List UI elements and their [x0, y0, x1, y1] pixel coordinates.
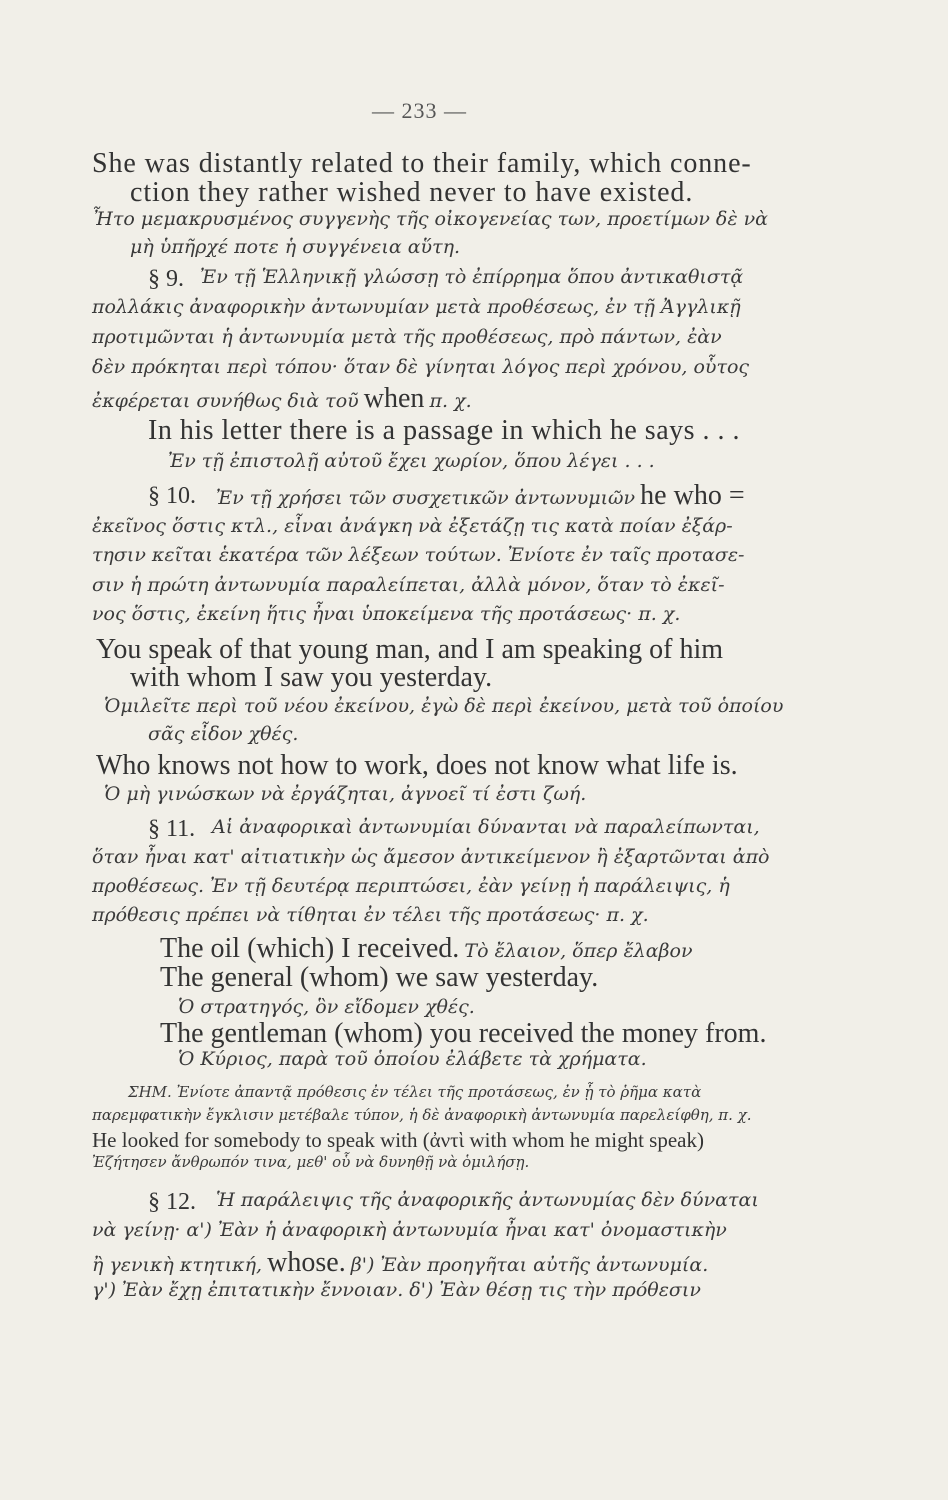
english-text-line: Who knows not how to work, does not know what life is.: [96, 750, 738, 781]
greek-text-line: Ἐζήτησεν ἄνθρωπόν τινα, μεθ' οὗ νὰ δυνηθῇ νὰ ὁμιλήσῃ.: [92, 1153, 530, 1171]
english-word: whose.: [267, 1247, 346, 1278]
greek-fragment: ἐκφέρεται συνήθως διὰ τοῦ: [92, 390, 359, 412]
english-text-line: You speak of that young man, and I am speaking of him: [96, 634, 724, 665]
english-word: when: [363, 383, 425, 414]
greek-text-line: μὴ ὑπῆρχέ ποτε ἡ συγγένεια αὕτη.: [130, 236, 461, 258]
english-text-line: The general (whom) we saw yesterday.: [160, 962, 599, 993]
english-text-line: The gentleman (whom) you received the money from.: [160, 1018, 767, 1049]
english-phrase: he who =: [640, 480, 745, 511]
greek-text-line: Ἦτο μεμακρυσμένος συγγενὴς τῆς οἰκογενείας των, προετίμων δὲ νὰ: [92, 208, 768, 230]
mixed-text-line: [160, 935, 693, 963]
section-number: § 12.: [148, 1189, 196, 1215]
greek-text-line: νὰ γείνῃ· α') Ἐὰν ἡ ἀναφορικὴ ἀντωνυμία ἦναι κατ' ὀνομαστικὴν: [92, 1219, 727, 1241]
english-text-line: ction they rather wished never to have existed.: [130, 177, 694, 208]
greek-text-line: νος ὅστις, ἐκείνη ἥτις ἦναι ὑποκείμενα τῆς προτάσεως· π. χ.: [92, 603, 681, 625]
english-text-line: In his letter there is a passage in which he says . . .: [148, 415, 741, 446]
greek-text-line: Αἱ ἀναφορικαὶ ἀντωνυμίαι δύνανται νὰ παραλείπωνται,: [212, 816, 760, 838]
mixed-text-line: [92, 1249, 708, 1277]
section-number: § 9.: [148, 266, 184, 292]
greek-text-line: σᾶς εἶδον χθές.: [148, 723, 299, 745]
english-text-line: She was distantly related to their family, which conne-: [92, 148, 752, 179]
section-number: § 11.: [148, 816, 196, 842]
greek-text-line: ἐκεῖνος ὅστις κτλ., εἶναι ἀνάγκη νὰ ἐξετάζῃ τις κατὰ ποίαν ἐξάρ-: [92, 515, 733, 537]
greek-text-line: ὅταν ἦναι κατ' αἰτιατικὴν ὡς ἄμεσον ἀντικείμενον ἢ ἐξαρτῶνται ἀπὸ: [92, 846, 770, 868]
greek-text-line: Ἐν τῇ Ἑλληνικῇ γλώσσῃ τὸ ἐπίρρημα ὅπου ἀντικαθιστᾷ: [200, 266, 744, 288]
greek-text-line: Ὁ μὴ γινώσκων νὰ ἐργάζηται, ἀγνοεῖ τί ἐστι ζωή.: [104, 783, 587, 805]
greek-text-line: πρόθεσις πρέπει νὰ τίθηται ἐν τέλει τῆς προτάσεως· π. χ.: [92, 904, 649, 926]
greek-fragment: ἢ γενικὴ κτητική,: [92, 1254, 263, 1276]
greek-fragment: β') Ἐὰν προηγῆται αὐτῆς ἀντωνυμία.: [350, 1254, 709, 1276]
mixed-text-line: [216, 482, 745, 510]
greek-fragment: Ἐν τῇ χρήσει τῶν συσχετικῶν ἀντωνυμιῶν: [216, 487, 636, 509]
greek-text-line: δὲν πρόκηται περὶ τόπου· ὅταν δὲ γίνηται λόγος περὶ χρόνου, οὗτος: [92, 356, 750, 378]
greek-text-line: σιν ἡ πρώτη ἀντωνυμία παραλείπεται, ἀλλὰ μόνον, ὅταν τὸ ἐκεῖ-: [92, 574, 725, 596]
greek-fragment: π. χ.: [429, 390, 472, 412]
mixed-text-line: [92, 385, 472, 413]
english-phrase: The oil (which) I received.: [160, 933, 460, 964]
greek-text-line: προθέσεως. Ἐν τῇ δευτέρᾳ περιπτώσει, ἐὰν γείνῃ ἡ παράλειψις, ἡ: [92, 875, 730, 897]
greek-text-line: Ἐν τῇ ἐπιστολῇ αὐτοῦ ἔχει χωρίον, ὅπου λέγει . . .: [168, 450, 655, 472]
greek-text-line: πολλάκις ἀναφορικὴν ἀντωνυμίαν μετὰ προθέσεως, ἐν τῇ Ἀγγλικῇ: [92, 296, 741, 318]
greek-text-line: Ὁ στρατηγός, ὃν εἴδομεν χθές.: [178, 996, 475, 1018]
greek-text-line: Ὁμιλεῖτε περὶ τοῦ νέου ἐκείνου, ἐγὼ δὲ περὶ ἐκείνου, μετὰ τοῦ ὁποίου: [104, 695, 784, 717]
note-line: ΣΗΜ. Ἐνίοτε ἀπαντᾷ πρόθεσις ἐν τέλει τῆς προτάσεως, ἐν ᾗ τὸ ῥῆμα κατὰ: [128, 1083, 702, 1101]
section-number: § 10.: [148, 483, 196, 509]
english-text-line: He looked for somebody to speak with (ἀντὶ with whom he might speak): [92, 1128, 704, 1152]
page-number: — 233 —: [372, 98, 467, 123]
greek-fragment: Τὸ ἔλαιον, ὅπερ ἔλαβον: [464, 940, 693, 962]
greek-text-line: γ') Ἐὰν ἔχῃ ἐπιτατικὴν ἔννοιαν. δ') Ἐὰν θέσῃ τις τὴν πρόθεσιν: [92, 1279, 701, 1301]
note-line: παρεμφατικὴν ἔγκλισιν μετέβαλε τύπον, ἡ δὲ ἀναφορικὴ ἀντωνυμία παρελείφθη, π. χ.: [92, 1106, 752, 1124]
greek-text-line: τησιν κεῖται ἑκατέρα τῶν λέξεων τούτων. Ἐνίοτε ἐν ταῖς προτασε-: [92, 544, 745, 566]
greek-text-line: Ὁ Κύριος, παρὰ τοῦ ὁποίου ἐλάβετε τὰ χρήματα.: [178, 1048, 647, 1070]
english-text-line: with whom I saw you yesterday.: [130, 662, 493, 693]
greek-text-line: Ἡ παράλειψις τῆς ἀναφορικῆς ἀντωνυμίας δὲν δύναται: [216, 1189, 759, 1211]
greek-text-line: προτιμῶνται ἡ ἀντωνυμία μετὰ τῆς προθέσεως, πρὸ πάντων, ἐὰν: [92, 326, 722, 348]
